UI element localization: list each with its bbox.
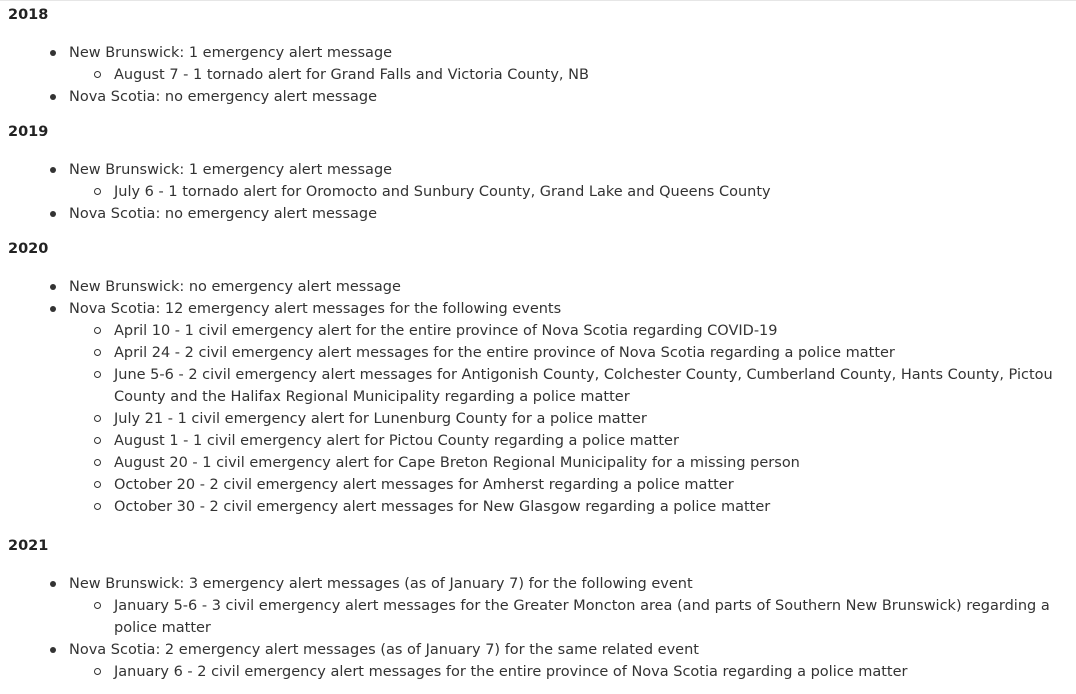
year-section [0, 532, 1076, 683]
alert-event-item [69, 430, 1076, 452]
province-list-item [0, 86, 1076, 108]
circle-bullet-icon [94, 71, 101, 78]
year-heading: 2018 [8, 7, 49, 23]
alert-event-item [69, 595, 1076, 639]
year-heading: 2021 [8, 538, 49, 554]
province-list [0, 159, 1076, 225]
alert-event-item [69, 64, 1076, 86]
circle-bullet-icon [94, 327, 101, 334]
alert-event-item [69, 452, 1076, 474]
alert-event-text: August 1 - 1 civil emergency alert for Pictou County regarding a police matter [114, 433, 679, 449]
province-summary: New Brunswick: 1 emergency alert message [69, 45, 393, 61]
circle-bullet-icon [94, 415, 101, 422]
alert-event-text: January 6 - 2 civil emergency alert messages for the entire province of Nova Scotia regarding a police matter [114, 664, 908, 680]
circle-bullet-icon [94, 668, 101, 675]
circle-bullet-icon [94, 503, 101, 510]
alert-event-text: April 10 - 1 civil emergency alert for the entire province of Nova Scotia regarding COVID-19 [114, 323, 778, 339]
alert-event-item [69, 342, 1076, 364]
alert-event-item [69, 474, 1076, 496]
disc-bullet-icon [50, 647, 56, 653]
alert-event-item [69, 408, 1076, 430]
province-list [0, 276, 1076, 518]
province-list [0, 42, 1076, 108]
circle-bullet-icon [94, 459, 101, 466]
circle-bullet-icon [94, 349, 101, 356]
year-section [0, 235, 1076, 518]
circle-bullet-icon [94, 481, 101, 488]
province-summary: Nova Scotia: no emergency alert message [69, 89, 378, 105]
province-summary: New Brunswick: 1 emergency alert message [69, 162, 393, 178]
alert-event-item [69, 181, 1076, 203]
alert-event-text: August 7 - 1 tornado alert for Grand Falls and Victoria County, NB [114, 67, 589, 83]
province-summary: New Brunswick: no emergency alert message [69, 279, 401, 295]
year-section [0, 1, 1076, 108]
province-list-item [0, 159, 1076, 203]
alert-event-text: August 20 - 1 civil emergency alert for Cape Breton Regional Municipality for a missing person [114, 455, 800, 471]
alert-event-item [69, 661, 1076, 683]
alert-event-text: October 20 - 2 civil emergency alert messages for Amherst regarding a police matter [114, 477, 734, 493]
province-list-item [0, 639, 1076, 683]
disc-bullet-icon [50, 306, 56, 312]
alert-event-item [69, 364, 1076, 408]
disc-bullet-icon [50, 50, 56, 56]
emergency-alert-history [0, 1, 1076, 683]
disc-bullet-icon [50, 94, 56, 100]
circle-bullet-icon [94, 371, 101, 378]
disc-bullet-icon [50, 167, 56, 173]
province-summary: Nova Scotia: 12 emergency alert messages for the following events [69, 301, 562, 317]
alert-event-text: July 6 - 1 tornado alert for Oromocto and Sunbury County, Grand Lake and Queens County [114, 184, 771, 200]
province-summary: Nova Scotia: 2 emergency alert messages (as of January 7) for the same related event [69, 642, 699, 658]
circle-bullet-icon [94, 602, 101, 609]
alert-event-list [69, 661, 1076, 683]
province-list-item [0, 276, 1076, 298]
year-section [0, 118, 1076, 225]
province-list-item [0, 42, 1076, 86]
province-list [0, 573, 1076, 683]
year-heading: 2020 [8, 241, 49, 257]
province-summary: New Brunswick: 3 emergency alert messages (as of January 7) for the following event [69, 576, 693, 592]
alert-event-item [69, 496, 1076, 518]
alert-event-text: April 24 - 2 civil emergency alert messages for the entire province of Nova Scotia regarding a police matter [114, 345, 895, 361]
alert-event-list [69, 64, 1076, 86]
province-list-item [0, 203, 1076, 225]
disc-bullet-icon [50, 211, 56, 217]
alert-event-text: October 30 - 2 civil emergency alert messages for New Glasgow regarding a police matter [114, 499, 771, 515]
province-list-item [0, 298, 1076, 518]
alert-event-list [69, 181, 1076, 203]
alert-event-text: January 5-6 - 3 civil emergency alert messages for the Greater Moncton area (and parts of Southern New Brunswick) regarding a police matter [114, 598, 1050, 636]
alert-event-text: July 21 - 1 civil emergency alert for Lunenburg County for a police matter [114, 411, 647, 427]
disc-bullet-icon [50, 581, 56, 587]
circle-bullet-icon [94, 437, 101, 444]
alert-event-item [69, 320, 1076, 342]
alert-event-text: June 5-6 - 2 civil emergency alert messages for Antigonish County, Colchester County, Cumberland County, Hants County, Pictou County and the Halifax Regional Municipality regarding a police matter [114, 367, 1053, 405]
year-heading: 2019 [8, 124, 49, 140]
disc-bullet-icon [50, 284, 56, 290]
province-summary: Nova Scotia: no emergency alert message [69, 206, 378, 222]
circle-bullet-icon [94, 188, 101, 195]
alert-event-list [69, 320, 1076, 518]
province-list-item [0, 573, 1076, 639]
alert-event-list [69, 595, 1076, 639]
